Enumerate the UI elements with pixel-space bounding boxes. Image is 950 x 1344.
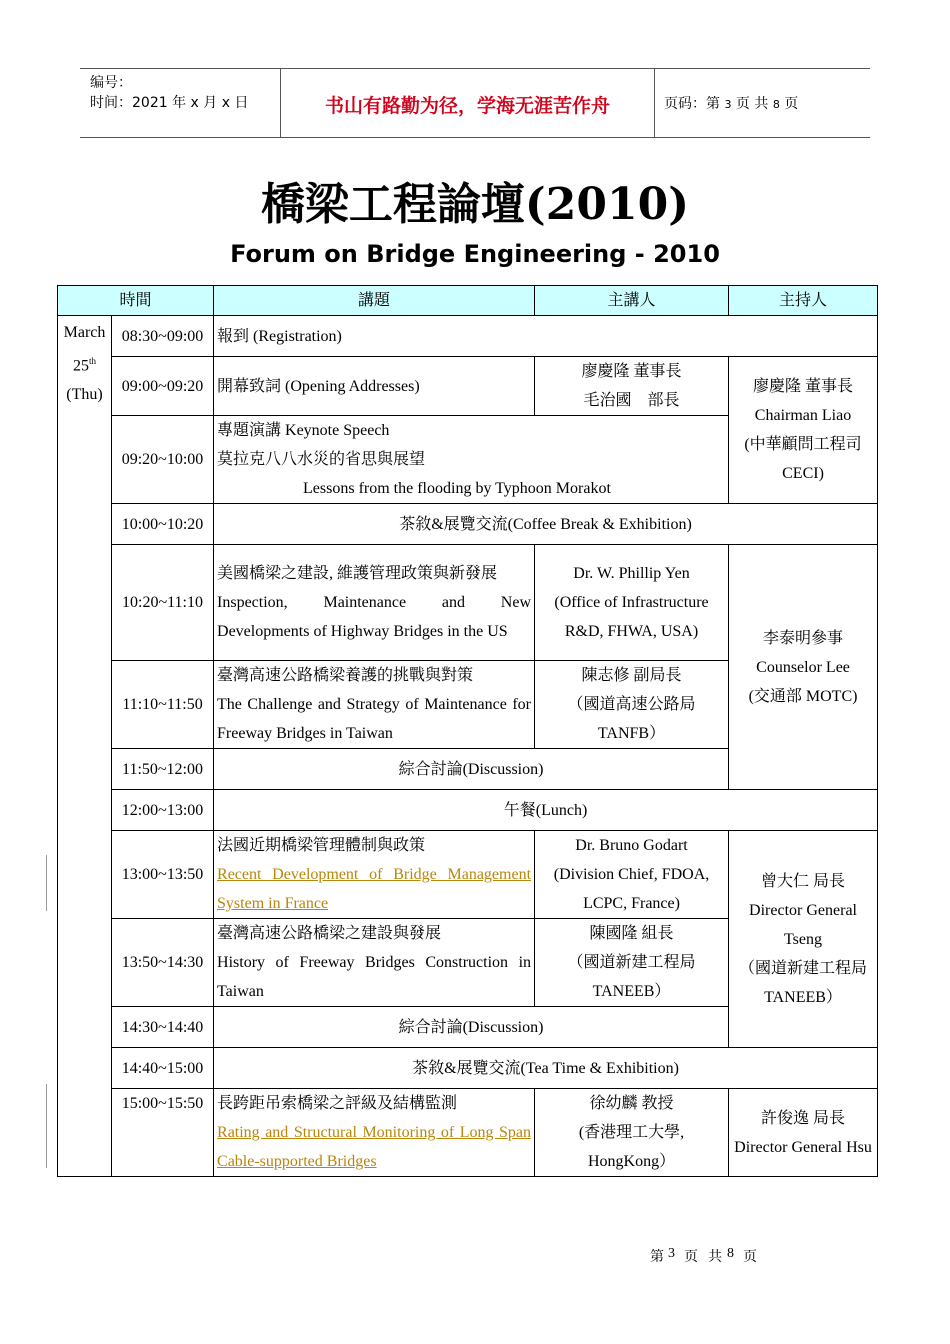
time-cell: 13:00~13:50 [112, 831, 214, 919]
footer-total-pages: 8 [727, 1246, 734, 1261]
time-cell: 09:20~10:00 [112, 416, 214, 504]
table-row [58, 831, 878, 919]
total-pages: 8 [772, 98, 780, 111]
margin-mark [46, 1084, 47, 1168]
time-cell: 10:00~10:20 [112, 504, 214, 545]
topic-cell: 茶敘&展覽交流(Tea Time & Exhibition) [214, 1048, 878, 1089]
time-cell: 11:50~12:00 [112, 749, 214, 790]
footer-current-page: 3 [668, 1246, 675, 1261]
time-cell: 09:00~09:20 [112, 357, 214, 416]
time-cell: 10:20~11:10 [112, 545, 214, 661]
topic-cell: 午餐(Lunch) [214, 790, 878, 831]
topic-cell: 茶敘&展覽交流(Coffee Break & Exhibition) [214, 504, 878, 545]
topic-link[interactable]: Rating and Structural Monitoring of Long Span Cable-supported Bridges [217, 1124, 532, 1170]
column-header-speaker: 主講人 [535, 286, 729, 316]
topic-cell: 綜合討論(Discussion) [214, 749, 729, 790]
time-cell: 13:50~14:30 [112, 919, 214, 1007]
margin-mark [46, 855, 47, 911]
topic-cell: 臺灣高速公路橋梁之建設與發展 History of Freeway Bridges Construction in Taiwan [214, 919, 535, 1007]
header-meta [90, 73, 248, 113]
topic-cell: 長跨距吊索橋梁之評級及結構監測 Rating and Structural Monitoring of Long Span Cable-supported Bridges [214, 1089, 535, 1177]
table-row [58, 545, 878, 661]
speaker-cell: Dr. W. Phillip Yen (Office of Infrastructure R&D, FHWA, USA) [535, 545, 729, 661]
document-date-label: 时间：2021 年 x 月 x 日 [90, 95, 249, 111]
speaker-cell: 徐幼麟 教授 (香港理工大學, HongKong） [535, 1089, 729, 1177]
table-row [58, 790, 878, 831]
time-cell: 12:00~13:00 [112, 790, 214, 831]
topic-cell: 專題演講 Keynote Speech 莫拉克八八水災的省思與展望 Lessons from the flooding by Typhoon Morakot [214, 416, 729, 504]
table-row [58, 1089, 878, 1177]
column-header-topic: 講題 [214, 286, 535, 316]
time-cell: 14:30~14:40 [112, 1007, 214, 1048]
header-divider [654, 69, 655, 137]
time-cell: 08:30~09:00 [112, 316, 214, 357]
header-page-number: 页码：第 3 页 共 8 页 [664, 96, 799, 112]
host-cell: 許俊逸 局長 Director General Hsu [729, 1089, 878, 1177]
time-cell: 15:00~15:50 [112, 1089, 214, 1177]
speaker-cell: 陳志修 副局長 （國道高速公路局 TANFB） [535, 661, 729, 749]
agenda-table [57, 285, 878, 1177]
speaker-cell: 廖慶隆 董事長 毛治國 部長 [535, 357, 729, 416]
column-header-host: 主持人 [729, 286, 878, 316]
header-motto: 书山有路勤为径，学海无涯苦作舟 [324, 95, 610, 117]
speaker-cell: 陳國隆 組長 （國道新建工程局 TANEEB） [535, 919, 729, 1007]
topic-cell: 法國近期橋梁管理體制與政策 Recent Development of Bridge Management System in France [214, 831, 535, 919]
host-cell: 廖慶隆 董事長 Chairman Liao (中華顧問工程司 CECI) [729, 357, 878, 504]
page-header [80, 68, 870, 138]
host-cell: 李泰明參事 Counselor Lee (交通部 MOTC) [729, 545, 878, 790]
column-header-time: 時間 [58, 286, 214, 316]
time-cell: 11:10~11:50 [112, 661, 214, 749]
topic-cell: 報到 (Registration) [214, 316, 878, 357]
topic-cell: 開幕致詞 (Opening Addresses) [214, 357, 535, 416]
table-row [58, 357, 878, 416]
topic-cell: 美國橋梁之建設, 維護管理政策與新發展 Inspection, Maintenance and New Developments of Highway Bridges in the US [214, 545, 535, 661]
document-number-label: 编号： [90, 75, 132, 91]
table-row [58, 316, 878, 357]
topic-cell: 臺灣高速公路橋梁養護的挑戰與對策 The Challenge and Strategy of Maintenance for Freeway Bridges in Taiwan [214, 661, 535, 749]
host-cell: 曾大仁 局長 Director General Tseng （國道新建工程局 TANEEB） [729, 831, 878, 1048]
topic-cell: 綜合討論(Discussion) [214, 1007, 729, 1048]
table-header-row [58, 286, 878, 316]
page-subtitle: Forum on Bridge Engineering - 2010 [230, 240, 720, 268]
speaker-cell: Dr. Bruno Godart (Division Chief, FDOA, LCPC, France) [535, 831, 729, 919]
time-cell: 14:40~15:00 [112, 1048, 214, 1089]
current-page: 3 [724, 98, 732, 111]
date-cell: March 25th (Thu) [58, 316, 112, 1177]
table-row [58, 1048, 878, 1089]
topic-link[interactable]: Recent Development of Bridge Management System in France [217, 866, 532, 912]
page-title: 橋梁工程論壇(2010) [260, 179, 690, 230]
table-row [58, 504, 878, 545]
